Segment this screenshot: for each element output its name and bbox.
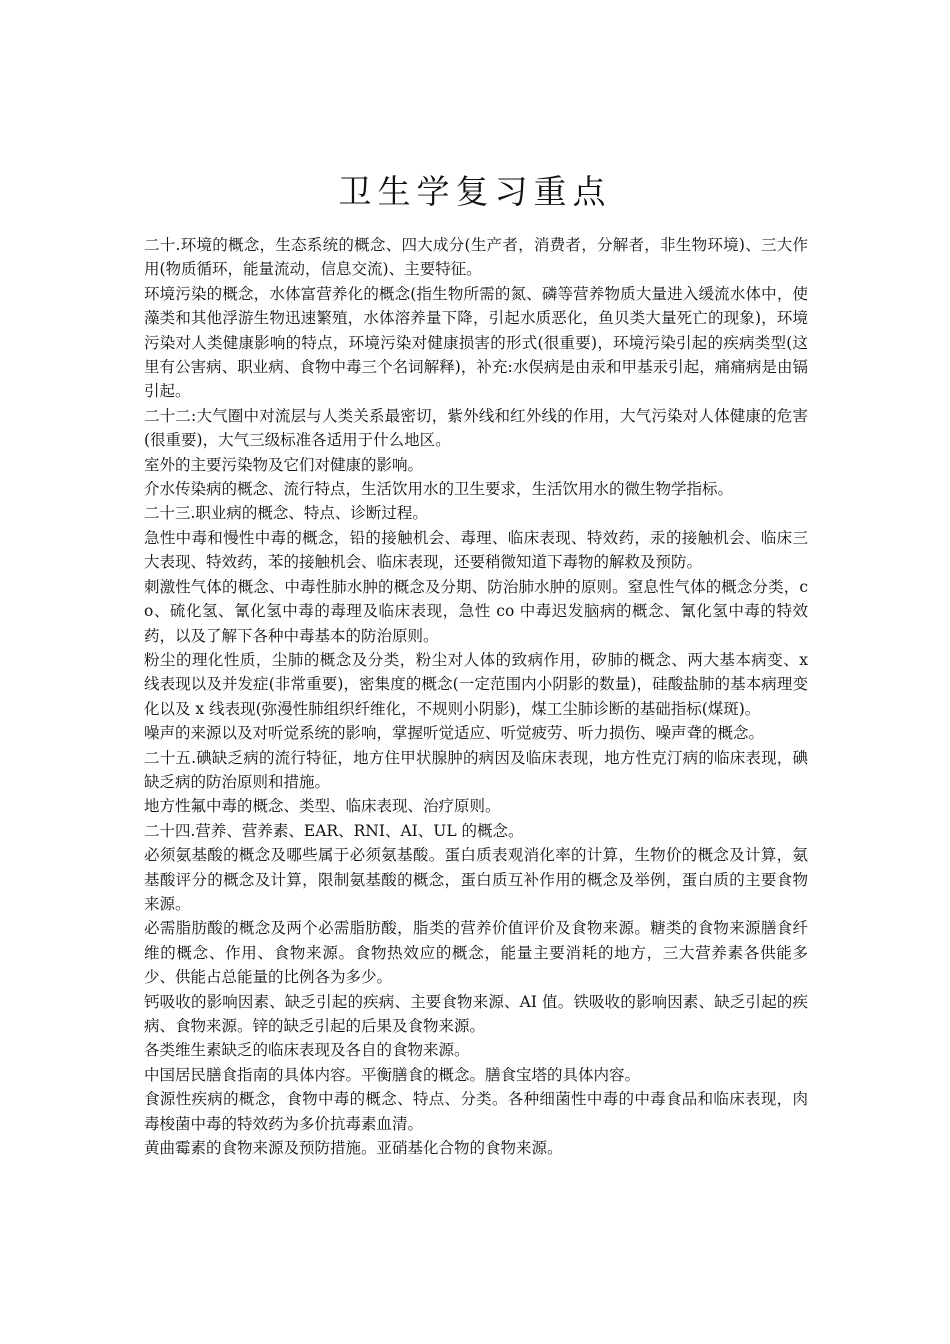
paragraph-vitamins: 各类维生素缺乏的临床表现及各自的食物来源。 — [144, 1041, 470, 1060]
paragraph-fatty-acids: 必需脂肪酸的概念及两个必需脂肪酸，脂类的营养价值评价及食物来源。糖类的食物来源膳食纤维的概念、作用、食物来源。食物热效应的概念，能量主要消耗的地方，三大营养素各供能多少、供能占总能量的比例各为多少。 — [144, 919, 808, 987]
document-title: 卫生学复习重点 — [338, 172, 612, 211]
paragraph-aflatoxin: 黄曲霉素的食物来源及预防措施。亚硝基化合物的食物来源。 — [144, 1139, 563, 1158]
paragraph-dietary-guidelines: 中国居民膳食指南的具体内容。平衡膳食的概念。膳食宝塔的具体内容。 — [144, 1065, 641, 1084]
paragraph-acute-chronic-poisoning: 急性中毒和慢性中毒的概念，铅的接触机会、毒理、临床表现、特效药，汞的接触机会、临床三大表现、特效药，苯的接触机会、临床表现，还要稍微知道下毒物的解救及预防。 — [144, 528, 808, 572]
document-body — [144, 233, 808, 1160]
paragraph-waterborne-disease: 介水传染病的概念、流行特点，生活饮用水的卫生要求，生活饮用水的微生物学指标。 — [144, 480, 734, 499]
paragraph-atmosphere: 二十二:大气圈中对流层与人类关系最密切，紫外线和红外线的作用，大气污染对人体健康的危害(很重要)，大气三级标准各适用于什么地区。 — [144, 406, 808, 450]
paragraph-nutrition-concepts: 二十四.营养、营养素、EAR、RNI、AI、UL 的概念。 — [144, 821, 524, 840]
paragraph-irritant-gases: 刺激性气体的概念、中毒性肺水肿的概念及分期、防治肺水肿的原则。窒息性气体的概念分类，co、硫化氢、氰化氢中毒的毒理及临床表现，急性 co 中毒迟发脑病的概念、氰化氢中毒的特效药，以及了解下各种中毒基本的防治原则。 — [144, 577, 808, 645]
paragraph-dust-pneumoconiosis: 粉尘的理化性质，尘肺的概念及分类，粉尘对人体的致病作用，矽肺的概念、两大基本病变、x 线表现以及并发症(非常重要)，密集度的概念(一定范围内小阴影的数量)，硅酸盐肺的基本病理变化以及 x 线表现(弥漫性肺组织纤维化，不规则小阴影)，煤工尘肺诊断的基础指标(煤斑)。 — [144, 650, 808, 718]
paragraph-fluorosis: 地方性氟中毒的概念、类型、临床表现、治疗原则。 — [144, 797, 501, 816]
paragraph-minerals: 钙吸收的影响因素、缺乏引起的疾病、主要食物来源、AI 值。铁吸收的影响因素、缺乏引起的疾病、食物来源。锌的缺乏引起的后果及食物来源。 — [144, 992, 808, 1035]
paragraph-noise: 噪声的来源以及对听觉系统的影响，掌握听觉适应、听觉疲劳、听力损伤、噪声聋的概念。 — [144, 724, 765, 743]
paragraph-amino-acids: 必须氨基酸的概念及哪些属于必须氨基酸。蛋白质表观消化率的计算，生物价的概念及计算，氨基酸评分的概念及计算，限制氨基酸的概念，蛋白质互补作用的概念及举例，蛋白质的主要食物来源。 — [144, 846, 808, 913]
paragraph-outdoor-pollutants: 室外的主要污染物及它们对健康的影响。 — [144, 455, 424, 474]
paragraph-foodborne-disease: 食源性疾病的概念，食物中毒的概念、特点、分类。各种细菌性中毒的中毒食品和临床表现，肉毒梭菌中毒的特效药为多价抗毒素血清。 — [144, 1090, 808, 1133]
paragraph-iodine-deficiency: 二十五.碘缺乏病的流行特征，地方住甲状腺肿的病因及临床表现，地方性克汀病的临床表现，碘缺乏病的防治原则和措施。 — [144, 748, 808, 791]
paragraph-environment-concepts: 二十.环境的概念，生态系统的概念、四大成分(生产者，消费者，分解者，非生物环境)、三大作用(物质循环，能量流动，信息交流)、主要特征。 — [144, 236, 808, 279]
paragraph-occupational-disease: 二十三.职业病的概念、特点、诊断过程。 — [144, 504, 428, 523]
paragraph-environmental-pollution: 环境污染的概念，水体富营养化的概念(指生物所需的氮、磷等营养物质大量进入缓流水体中，使藻类和其他浮游生物迅速繁殖，水体溶养量下降，引起水质恶化，鱼贝类大量死亡的现象)，环境污染对人类健康影响的特点，环境污染对健康损害的形式(很重要)，环境污染引起的疾病类型(这里有公害病、职业病、食物中毒三个名词解释)，补充:水俣病是由汞和甲基汞引起，痛痛病是由镉引起。 — [144, 284, 808, 401]
